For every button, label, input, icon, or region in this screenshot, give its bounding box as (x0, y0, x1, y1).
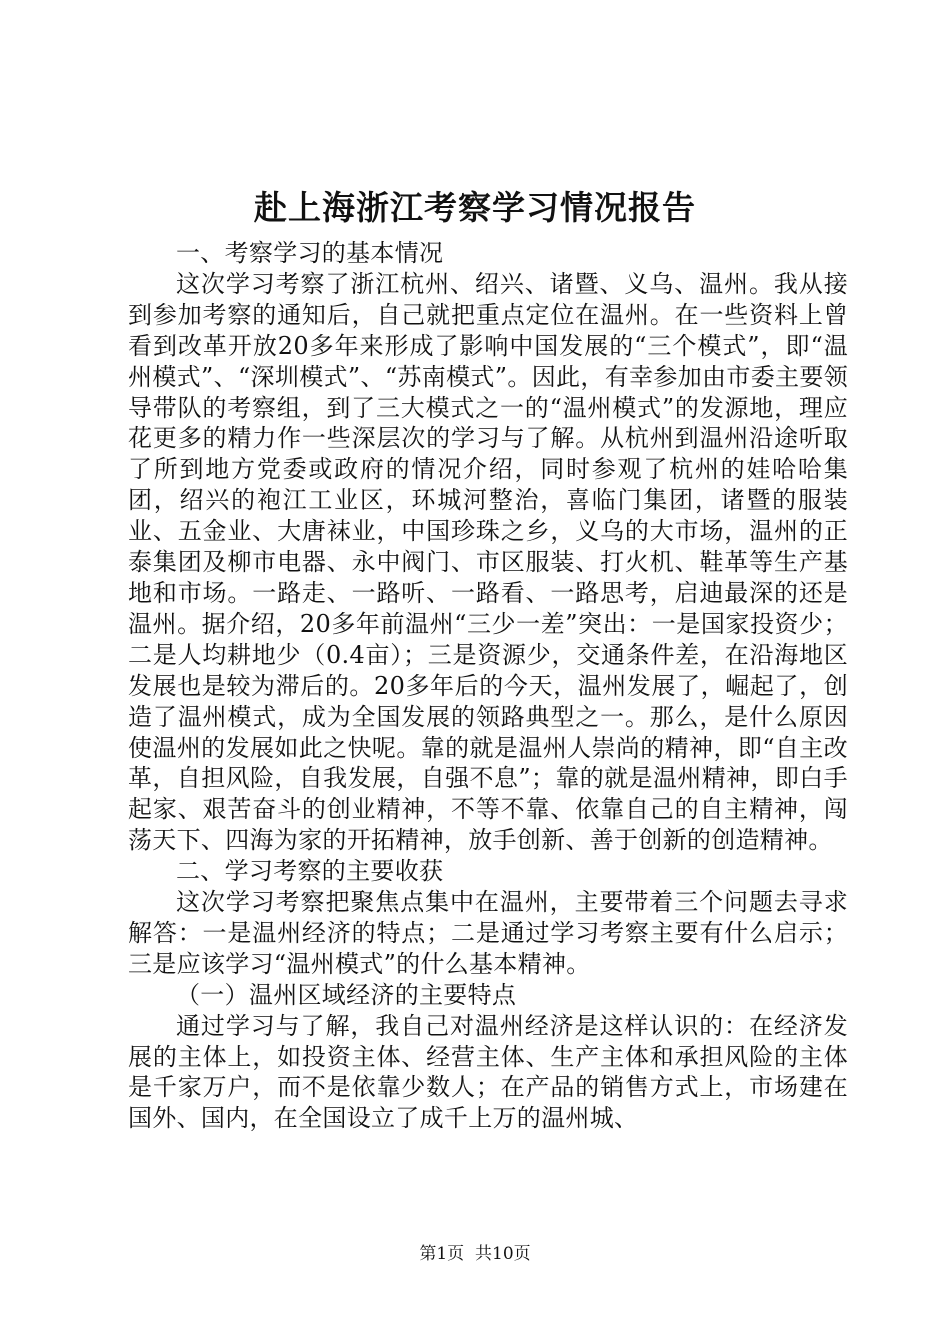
section-heading-1: 一、考察学习的基本情况 (176, 239, 444, 267)
document-body (128, 238, 848, 1134)
subsection-heading-1: （一）温州区域经济的主要特点 (176, 980, 517, 1009)
page-footer (0, 1242, 950, 1266)
section-heading-2: 二、学习考察的主要收获 (176, 857, 444, 886)
footer-separator (464, 1244, 475, 1264)
document-title: 赴上海浙江考察学习情况报告 (254, 188, 696, 227)
paragraph-2: 这次学习考察把聚焦点集中在温州，主要带着三个问题去寻求解答：一是温州经济的特点；二是通过学习考察主要有什么启示；三是应该学习“温州模式”的什么基本精神。 (128, 888, 848, 978)
total-pages: 共10页 (475, 1244, 531, 1264)
paragraph-3: 通过学习与了解，我自己对温州经济是这样认识的：在经济发展的主体上，如投资主体、经营主体、生产主体和承担风险的主体是千家万户，而不是依靠少数人；在产品的销售方式上，市场建在国外、国内，在全国设立了成千上万的温州城、 (128, 1011, 848, 1133)
paragraph-1: 这次学习考察了浙江杭州、绍兴、诸暨、义乌、温州。我从接到参加考察的通知后，自己就把重点定位在温州。在一些资料上曾看到改革开放20多年来形成了影响中国发展的“三个模式”，即“温州模式”、“深圳模式”、“苏南模式”。因此，有幸参加由市委主要领导带队的考察组，到了三大模式之一的“温州模式”的发源地，理应花更多的精力作一些深层次的学习与了解。从杭州到温州沿途听取了所到地方党委或政府的情况介绍，同时参观了杭州的娃哈哈集团，绍兴的袍江工业区，环城河整治，喜临门集团，诸暨的服装业、五金业、大唐袜业，中国珍珠之乡，义乌的大市场，温州的正泰集团及柳市电器、永中阀门、市区服装、打火机、鞋革等生产基地和市场。一路走、一路听、一路看、一路思考，启迪最深的还是温州。据介绍，20多年前温州“三少一差”突出：一是国家投资少；二是人均耕地少（0.4亩）；三是资源少，交通条件差，在沿海地区发展也是较为滞后的。20多年后的今天，温州发展了，崛起了，创造了温州模式，成为全国发展的领路典型之一。那么，是什么原因使温州的发展如此之快呢。靠的就是温州人崇尚的精神，即“自主改革，自担风险，自我发展，自强不息”；靠的就是温州精神，即白手起家、艰苦奋斗的创业精神，不等不靠、依靠自己的自主精神，闯荡天下、四海为家的开拓精神，放手创新、善于创新的创造精神。 (128, 269, 848, 855)
page-number: 第1页 (419, 1244, 465, 1264)
